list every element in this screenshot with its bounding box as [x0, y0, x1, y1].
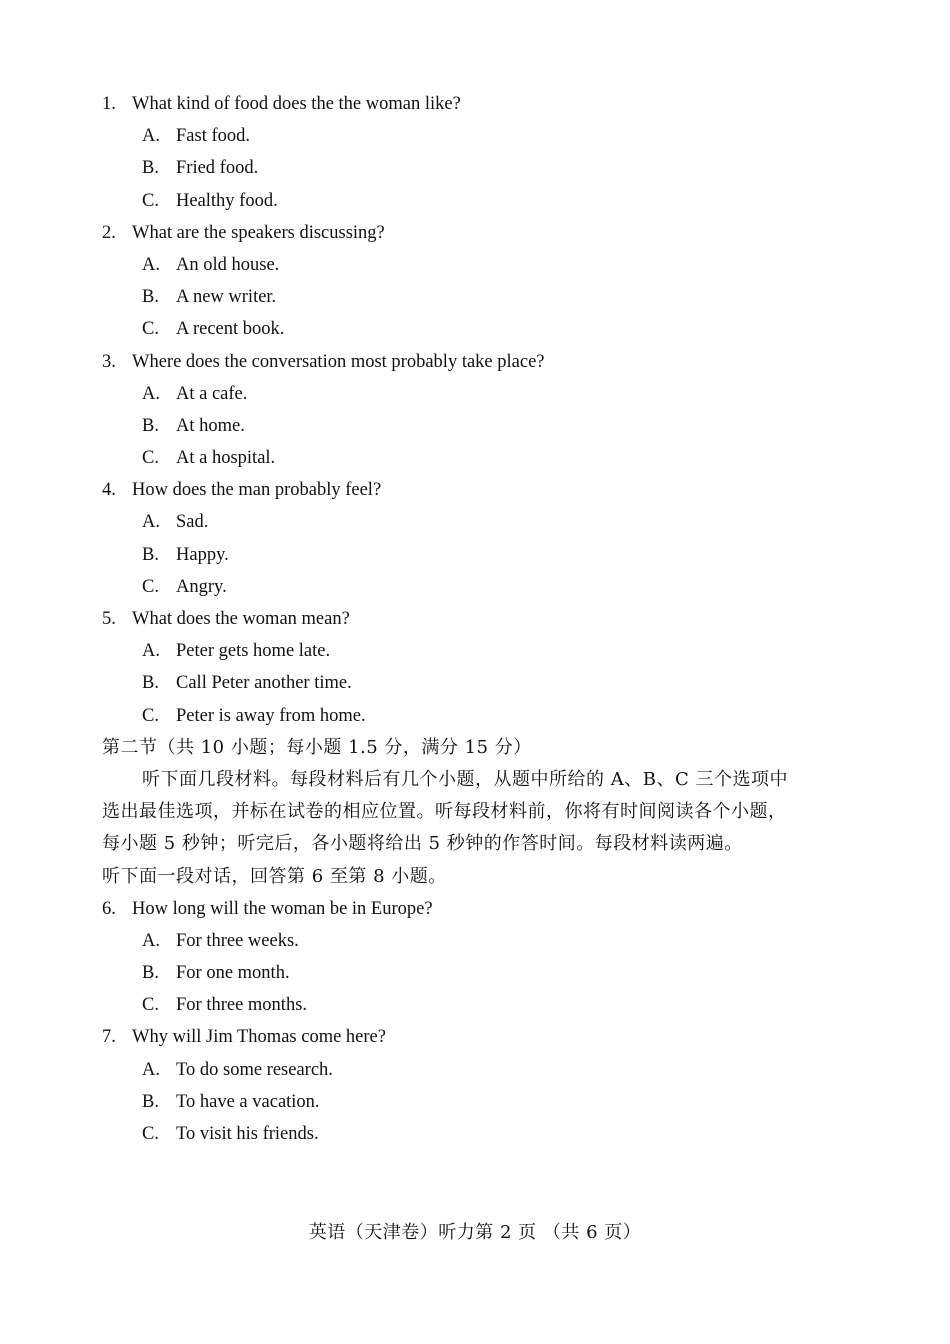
option-3a: A. At a cafe. [142, 383, 248, 404]
instructions-line-3: 每小题 5 秒钟；听完后，各小题将给出 5 秒钟的作答时间。每段材料读两遍。 [102, 833, 743, 855]
question-number: 3. [102, 351, 116, 372]
question-1 [102, 88, 892, 120]
option-6c: C. For three months. [142, 995, 308, 1016]
option-3c: C. At a hospital. [142, 448, 276, 469]
question-4 [102, 474, 892, 506]
option-3b: B. At home. [142, 415, 245, 436]
option-2c: C. A recent book. [142, 319, 285, 340]
question-number: 2. [102, 222, 116, 243]
question-text: Why will Jim Thomas come here? [132, 1027, 386, 1048]
sub-instruction: 听下面一段对话，回答第 6 至第 8 小题。 [102, 865, 447, 887]
option-2a: A. An old house. [142, 254, 280, 275]
option-7a: A. To do some research. [142, 1059, 333, 1080]
option-6b: B. For one month. [142, 963, 290, 984]
question-text: How long will the woman be in Europe? [132, 898, 433, 919]
instructions-line-1: 听下面几段材料。每段材料后有几个小题，从题中所给的 A、B、C 三个选项中 [142, 768, 788, 790]
option-6a: A. For three weeks. [142, 930, 299, 951]
option-4a: A. Sad. [142, 512, 209, 533]
option-4b: B. Happy. [142, 544, 229, 565]
option-5a: A. Peter gets home late. [142, 641, 331, 662]
option-4c: C. Angry. [142, 576, 227, 597]
question-number: 7. [102, 1027, 116, 1048]
question-5 [102, 603, 892, 635]
question-text: What are the speakers discussing? [132, 222, 385, 243]
option-2b: B. A new writer. [142, 287, 277, 308]
question-6 [102, 893, 892, 925]
question-number: 1. [102, 94, 116, 114]
option-7b: B. To have a vacation. [142, 1091, 320, 1112]
question-7 [102, 1021, 892, 1053]
page-content [102, 88, 892, 1150]
option-1c: C. Healthy food. [142, 190, 278, 211]
option-7c: C. To visit his friends. [142, 1124, 319, 1144]
option-5c: C. Peter is away from home. [142, 705, 366, 726]
question-3 [102, 346, 892, 378]
question-number: 5. [102, 609, 116, 629]
question-2 [102, 217, 892, 249]
question-number: 4. [102, 480, 116, 501]
question-text: How does the man probably feel? [132, 480, 382, 501]
option-5b: B. Call Peter another time. [142, 673, 352, 694]
question-text: Where does the conversation most probably take place? [132, 351, 545, 372]
question-text: What kind of food does the the woman like? [132, 94, 461, 114]
option-1a: A. Fast food. [142, 126, 250, 147]
option-1b: B. Fried food. [142, 158, 259, 179]
question-number: 6. [102, 898, 116, 919]
page-footer: 英语（天津卷）听力第 2 页 （共 6 页） [308, 1222, 642, 1243]
instructions-line-2: 选出最佳选项，并标在试卷的相应位置。听每段材料前，你将有时间阅读各个小题， [102, 801, 787, 823]
section-heading: 第二节（共 10 小题；每小题 1.5 分，满分 15 分） [102, 736, 532, 758]
question-text: What does the woman mean? [132, 609, 350, 629]
